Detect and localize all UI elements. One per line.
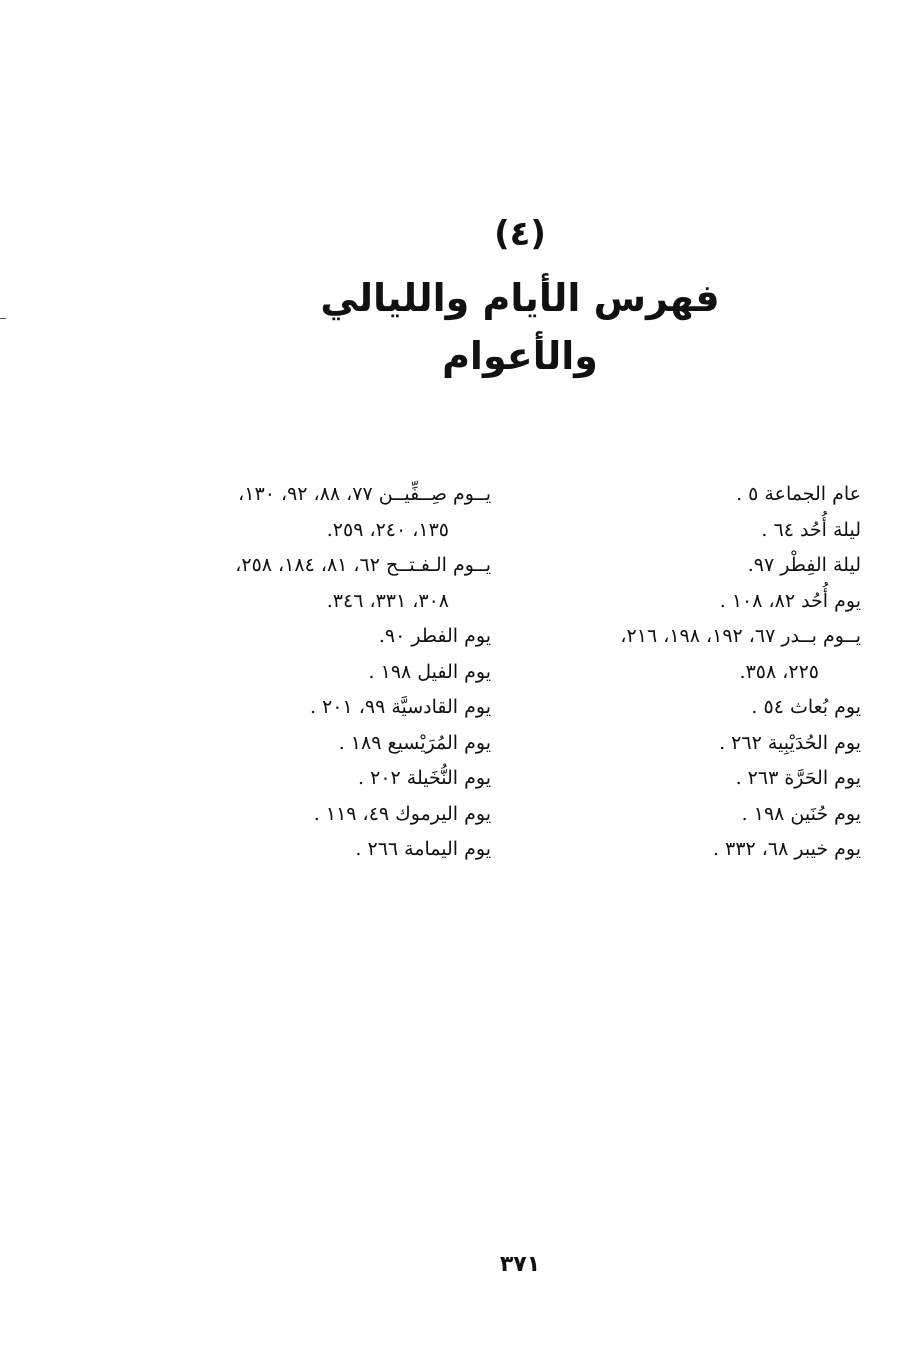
index-entry: عام الجماعة ٥ . — [736, 483, 861, 505]
page-title-continued: والأعوام — [442, 334, 598, 378]
index-entry: يوم اليمامة ٢٦٦ . — [355, 838, 491, 860]
index-entry-continuation: ١٣٥، ٢٤٠، ٢٥٩. — [326, 518, 449, 541]
index-entry: يــوم بــدر ٦٧، ١٩٢، ١٩٨، ٢١٦، — [620, 625, 861, 647]
index-entry: ليلة الفِطْر ٩٧. — [747, 554, 861, 576]
index-entry: ليلة أُحُد ٦٤ . — [761, 518, 861, 541]
index-column-right — [481, 477, 861, 868]
index-entry: يوم أُحُد ٨٢، ١٠٨ . — [719, 589, 861, 612]
index-entry: يوم الحُدَيْبِية ٢٦٢ . — [719, 731, 861, 754]
page-number: ٣٧١ — [499, 1252, 541, 1277]
index-entry: يوم اليرموك ٤٩، ١١٩ . — [313, 802, 491, 825]
index-entry-continuation: ٢٢٥، ٣٥٨. — [739, 660, 819, 683]
index-entry: يوم الفيل ١٩٨ . — [368, 660, 491, 683]
index-entry: يوم القادسيَّة ٩٩، ٢٠١ . — [309, 696, 491, 718]
index-entry: يوم حُنَين ١٩٨ . — [741, 802, 861, 825]
index-entry: يوم المُرَيْسيع ١٨٩ . — [338, 731, 491, 754]
index-entry: يــوم الـفـتــح ٦٢، ٨١، ١٨٤، ٢٥٨، — [235, 554, 491, 576]
index-entry: يوم خيبر ٦٨، ٣٣٢ . — [713, 838, 861, 860]
index-column-left — [131, 477, 491, 868]
page-title: فهرس الأيام والليالي — [320, 276, 720, 320]
index-entry: يوم الحَرَّة ٢٦٣ . — [735, 767, 861, 789]
index-entry: يوم النُّخَيلة ٢٠٢ . — [358, 767, 491, 789]
section-number: (٤) — [494, 214, 546, 254]
index-entry: يــوم صِــفِّيــن ٧٧، ٨٨، ٩٢، ١٣٠، — [238, 483, 491, 505]
index-entry: يوم بُعاث ٥٤ . — [751, 696, 861, 718]
index-entry-continuation: ٣٠٨، ٣٣١، ٣٤٦. — [326, 589, 449, 612]
index-entry: يوم الفطر ٩٠. — [378, 625, 491, 647]
